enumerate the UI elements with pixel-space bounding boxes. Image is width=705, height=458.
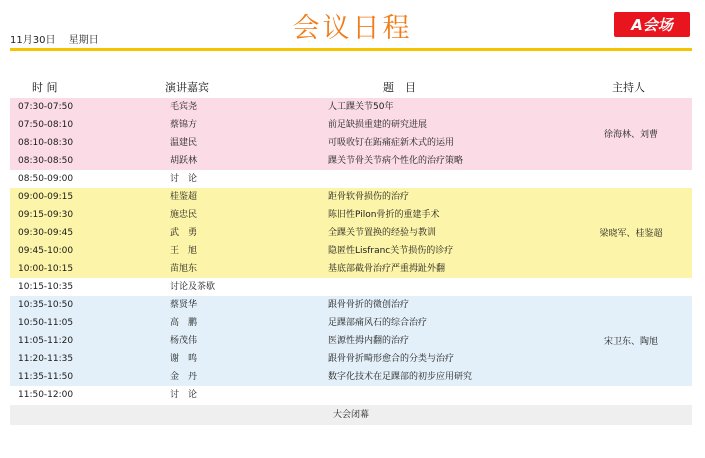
row-time: 07:30-07:50 (18, 102, 74, 112)
header-divider (10, 48, 692, 51)
row-speaker: 毛宾尧 (170, 102, 198, 112)
date-text: 11月30日 (10, 35, 56, 46)
col-host-header: 主持人 (612, 81, 645, 94)
table-row (10, 368, 692, 386)
host-session-1: 徐海林、刘曹 (603, 130, 658, 140)
row-topic: 跟骨骨折畸形愈合的分类与治疗 (328, 354, 455, 364)
table-row (10, 152, 692, 170)
row-topic: 基底部截骨治疗严重拇趾外翻 (328, 264, 446, 274)
row-speaker: 高 鹏 (170, 318, 198, 328)
row-topic: 可吸收钉在跖痛症新术式的运用 (328, 138, 455, 148)
col-time-header: 时 间 (32, 81, 58, 94)
host-session-3: 宋卫东、陶旭 (603, 337, 658, 347)
row-speaker: 讨论及茶歇 (170, 282, 216, 292)
row-speaker: 讨 论 (170, 390, 198, 400)
row-speaker: 蔡锦方 (170, 120, 198, 130)
closing-row: 大会闭幕 (10, 405, 692, 425)
row-topic: 数字化技术在足踝部的初步应用研究 (328, 372, 473, 382)
row-speaker: 苗旭东 (170, 264, 198, 274)
row-time: 08:10-08:30 (18, 138, 74, 148)
table-row (10, 350, 692, 368)
row-time: 09:15-09:30 (18, 210, 74, 220)
schedule-table (10, 98, 692, 404)
row-time: 10:15-10:35 (18, 282, 74, 292)
row-speaker: 谢 鸣 (170, 354, 198, 364)
row-topic: 跟骨骨折的微创治疗 (328, 300, 410, 310)
weekday-text: 星期日 (68, 35, 99, 46)
row-topic: 医源性拇内翻的治疗 (328, 336, 410, 346)
row-topic: 全踝关节置换的经验与教训 (328, 228, 437, 238)
row-time: 09:00-09:15 (18, 192, 74, 202)
row-time: 10:35-10:50 (18, 300, 74, 310)
row-time: 08:30-08:50 (18, 156, 74, 166)
table-row (10, 170, 692, 188)
row-topic: 前足缺损重建的研究进展 (328, 120, 428, 130)
row-topic: 踝关节骨关节病个性化的治疗策略 (328, 156, 464, 166)
col-speaker-header: 演讲嘉宾 (165, 81, 209, 94)
row-time: 11:35-11:50 (18, 372, 74, 382)
row-topic: 隐匿性Lisfranc关节损伤的诊疗 (328, 246, 454, 256)
page-title: 会议日程 (292, 13, 413, 44)
row-speaker: 杨茂伟 (170, 336, 198, 346)
table-row (10, 206, 692, 224)
row-speaker: 讨 论 (170, 174, 198, 184)
row-time: 10:50-11:05 (18, 318, 74, 328)
row-speaker: 蔡贤华 (170, 300, 198, 310)
row-topic: 陈旧性Pilon骨折的重建手术 (328, 210, 440, 220)
venue-badge: A会场 (614, 12, 690, 37)
row-time: 11:05-11:20 (18, 336, 74, 346)
row-speaker: 施忠民 (170, 210, 198, 220)
row-time: 07:50-08:10 (18, 120, 74, 130)
row-speaker: 武 勇 (170, 228, 198, 238)
row-speaker: 桂鉴超 (170, 192, 198, 202)
table-row (10, 278, 692, 296)
row-time: 09:45-10:00 (18, 246, 74, 256)
col-topic-header: 题 目 (383, 81, 416, 94)
row-topic: 人工踝关节50年 (328, 102, 394, 112)
row-time: 11:50-12:00 (18, 390, 74, 400)
row-speaker: 王 旭 (170, 246, 198, 256)
table-row (10, 296, 692, 314)
table-row (10, 242, 692, 260)
row-time: 11:20-11:35 (18, 354, 74, 364)
row-time: 08:50-09:00 (18, 174, 74, 184)
row-topic: 足踝部痛风石的综合治疗 (328, 318, 428, 328)
table-header (10, 79, 692, 97)
row-speaker: 温建民 (170, 138, 198, 148)
row-topic: 距骨软骨损伤的治疗 (328, 192, 410, 202)
table-row (10, 260, 692, 278)
table-row (10, 314, 692, 332)
table-row (10, 98, 692, 116)
row-speaker: 金 丹 (170, 372, 198, 382)
host-session-2: 梁晓军、桂鉴超 (599, 229, 663, 239)
row-speaker: 胡跃林 (170, 156, 198, 166)
row-time: 10:00-10:15 (18, 264, 74, 274)
row-time: 09:30-09:45 (18, 228, 74, 238)
table-row (10, 386, 692, 404)
table-row (10, 188, 692, 206)
